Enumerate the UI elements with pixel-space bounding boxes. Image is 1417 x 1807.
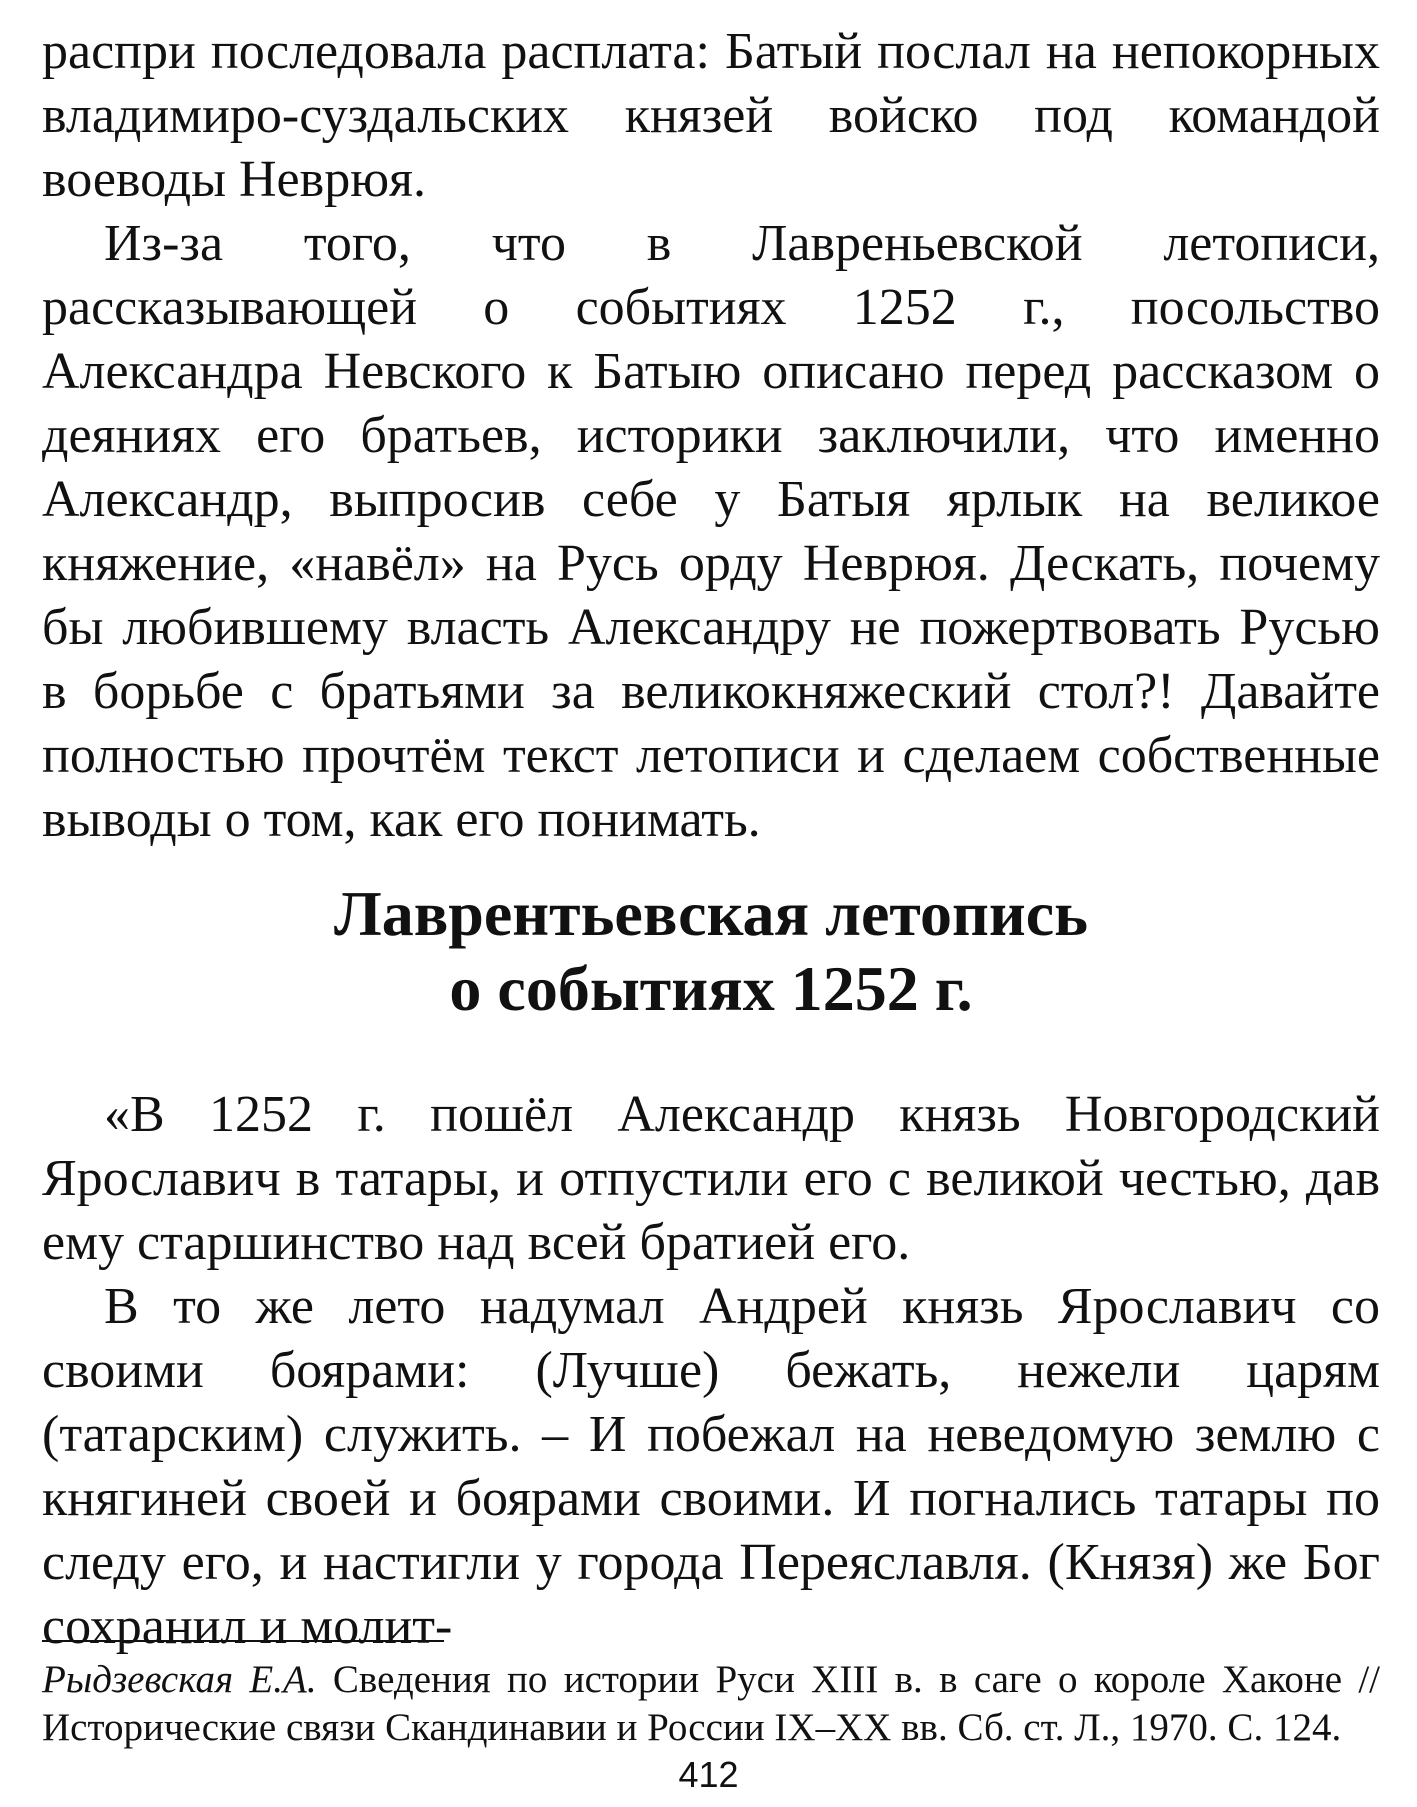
chronicle-paragraph: «В 1252 г. пошёл Александр князь Новгородский Ярославич в татары, и отпустили его с великой честью, дав ему старшинство над всей братией его. [42,1086,1380,1271]
intro-text [42,20,1380,852]
footnote-author: Рыдзевская Е.А. [42,1658,317,1701]
footnote [42,1656,1380,1752]
footnote-divider [42,1640,444,1642]
chronicle-paragraph: В то же лето надумал Андрей князь Ярославич со своими боярами: (Лучше) бежать, нежели царям (татарским) служить. – И побежал на неведомую землю с княгиней своей и боярами своими. И погнались татары по следу его, и настигли у города Переяславля. (Князя) же Бог сохранил и молит- [42,1278,1380,1655]
section-heading-line: Лаврентьевская летопись [334,878,1088,949]
intro-paragraph: Из-за того, что в Лавреньевской летописи, рассказывающей о событиях 1252 г., посольство Александра Невского к Батыю описано перед рассказом о деяниях его братьев, историки заключили, что именно Александр, выпросив себе у Батыя ярлык на великое княжение, «навёл» на Русь орду Неврюя. Дескать, почему бы любившему власть Александру не пожертвовать Русью в борьбе с братьями за великокняжеский стол?! Давайте полностью прочтём текст летописи и сделаем собственные выводы о том, как его понимать. [42,215,1380,848]
section-heading [42,876,1380,1026]
section-heading-line: о событиях 1252 г. [449,953,973,1024]
page-number: 412 [678,1754,739,1795]
footnote-text: Сведения по истории Руси XIII в. в саге о короле Хаконе // Исторические связи Скандинавии и России IX–XX вв. Сб. ст. Л., 1970. С. 124. [42,1658,1380,1749]
chronicle-text [42,1083,1380,1659]
intro-paragraph: распри последовала расплата: Батый послал на непокорных владимиро-суздальских князей войско под командой воеводы Неврюя. [42,23,1380,208]
